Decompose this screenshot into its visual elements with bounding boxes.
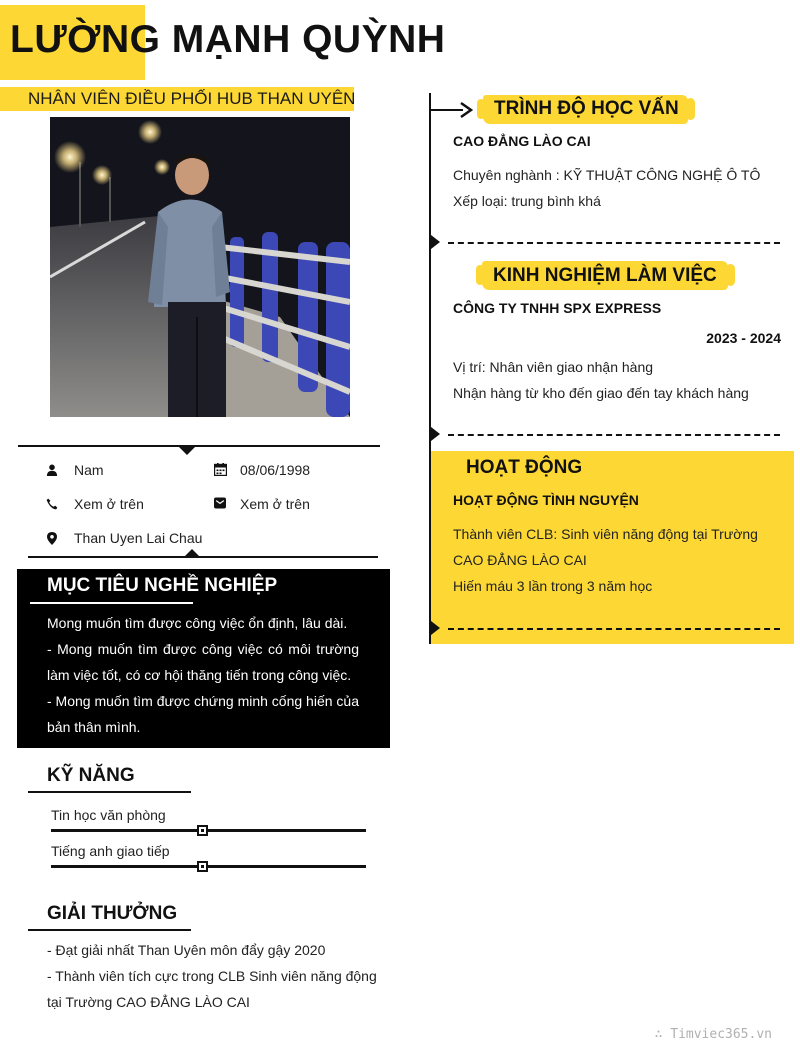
- section-divider: [448, 628, 780, 630]
- activities-title: HOẠT ĐỘNG: [466, 457, 583, 478]
- experience-description: Nhận hàng từ kho đến giao đến tay khách hàng: [453, 385, 749, 401]
- experience-company: CÔNG TY TNHH SPX EXPRESS: [453, 300, 662, 316]
- calendar-icon: [213, 462, 227, 476]
- experience-position: Vị trí: Nhân viên giao nhận hàng: [453, 359, 654, 375]
- timeline-line: [429, 93, 431, 644]
- education-end-marker: [431, 235, 440, 249]
- job-title: NHÂN VIÊN ĐIỀU PHỐI HUB THAN UYÊN: [28, 89, 356, 108]
- objective-line: - Mong muốn tìm được công việc có môi trường làm việc tốt, có cơ hội thăng tiến trong công việc.: [47, 641, 359, 683]
- watermark: ∴ Timviec365.vn: [654, 1027, 772, 1042]
- user-icon: [45, 463, 59, 477]
- contact-top-line: [18, 445, 380, 447]
- skill-name: Tin học văn phòng: [51, 807, 166, 823]
- award-item: - Thành viên tích cực trong CLB Sinh viên năng động tại Trường CAO ĐẲNG LÀO CAI: [47, 968, 377, 1010]
- experience-period: 2023 - 2024: [706, 330, 781, 346]
- profile-photo: [50, 117, 350, 417]
- award-item: - Đạt giải nhất Than Uyên môn đẩy gậy 2020: [47, 942, 326, 958]
- contact-top-marker: [179, 447, 195, 455]
- arrow-right-icon: [431, 100, 473, 120]
- contact-bottom-line: [28, 556, 378, 558]
- envelope-icon: [213, 496, 227, 510]
- gender-value: Nam: [74, 462, 104, 478]
- awards-list: [47, 937, 387, 1015]
- skill-bar: [51, 865, 366, 868]
- section-divider: [448, 242, 780, 244]
- email-value: Xem ở trên: [240, 496, 310, 512]
- education-school: CAO ĐẲNG LÀO CAI: [453, 133, 591, 149]
- education-title: TRÌNH ĐỘ HỌC VẤN: [494, 98, 679, 119]
- candidate-name: LƯỜNG MẠNH QUỲNH: [10, 18, 446, 61]
- objective-title: MỤC TIÊU NGHỀ NGHIỆP: [47, 575, 278, 596]
- objective-line: - Mong muốn tìm được chứng minh cống hiến của bản thân mình.: [47, 693, 359, 735]
- skills-title: KỸ NĂNG: [47, 765, 135, 786]
- activity-name: HOẠT ĐỘNG TÌNH NGUYỆN: [453, 492, 639, 508]
- awards-title-underline: [28, 929, 191, 931]
- experience-title: KINH NGHIỆM LÀM VIỆC: [493, 265, 717, 286]
- address-value: Than Uyen Lai Chau: [74, 530, 203, 546]
- objective-text: [47, 610, 359, 740]
- phone-icon: [45, 497, 59, 511]
- objective-line: Mong muốn tìm được công việc ổn định, lâu dài.: [47, 615, 348, 631]
- experience-end-marker: [431, 427, 440, 441]
- map-marker-icon: [45, 531, 59, 545]
- activities-end-marker: [431, 621, 440, 635]
- section-divider: [448, 434, 780, 436]
- objective-title-underline: [30, 602, 193, 604]
- skills-title-underline: [28, 791, 191, 793]
- skill-level-knob: [197, 825, 208, 836]
- activity-line: Hiến máu 3 lần trong 3 năm học: [453, 578, 653, 594]
- awards-title: GIẢI THƯỞNG: [47, 903, 178, 924]
- education-grade: Xếp loại: trung bình khá: [453, 193, 601, 209]
- birthday-value: 08/06/1998: [240, 462, 311, 478]
- education-major: Chuyên nghành : KỸ THUẬT CÔNG NGHỆ Ô TÔ: [453, 167, 761, 183]
- phone-value: Xem ở trên: [74, 496, 144, 512]
- activity-line: Thành viên CLB: Sinh viên năng động tại Trường CAO ĐẲNG LÀO CAI: [453, 526, 758, 568]
- skill-bar: [51, 829, 366, 832]
- skill-name: Tiếng anh giao tiếp: [51, 843, 170, 859]
- activity-details: [453, 521, 783, 599]
- skill-level-knob: [197, 861, 208, 872]
